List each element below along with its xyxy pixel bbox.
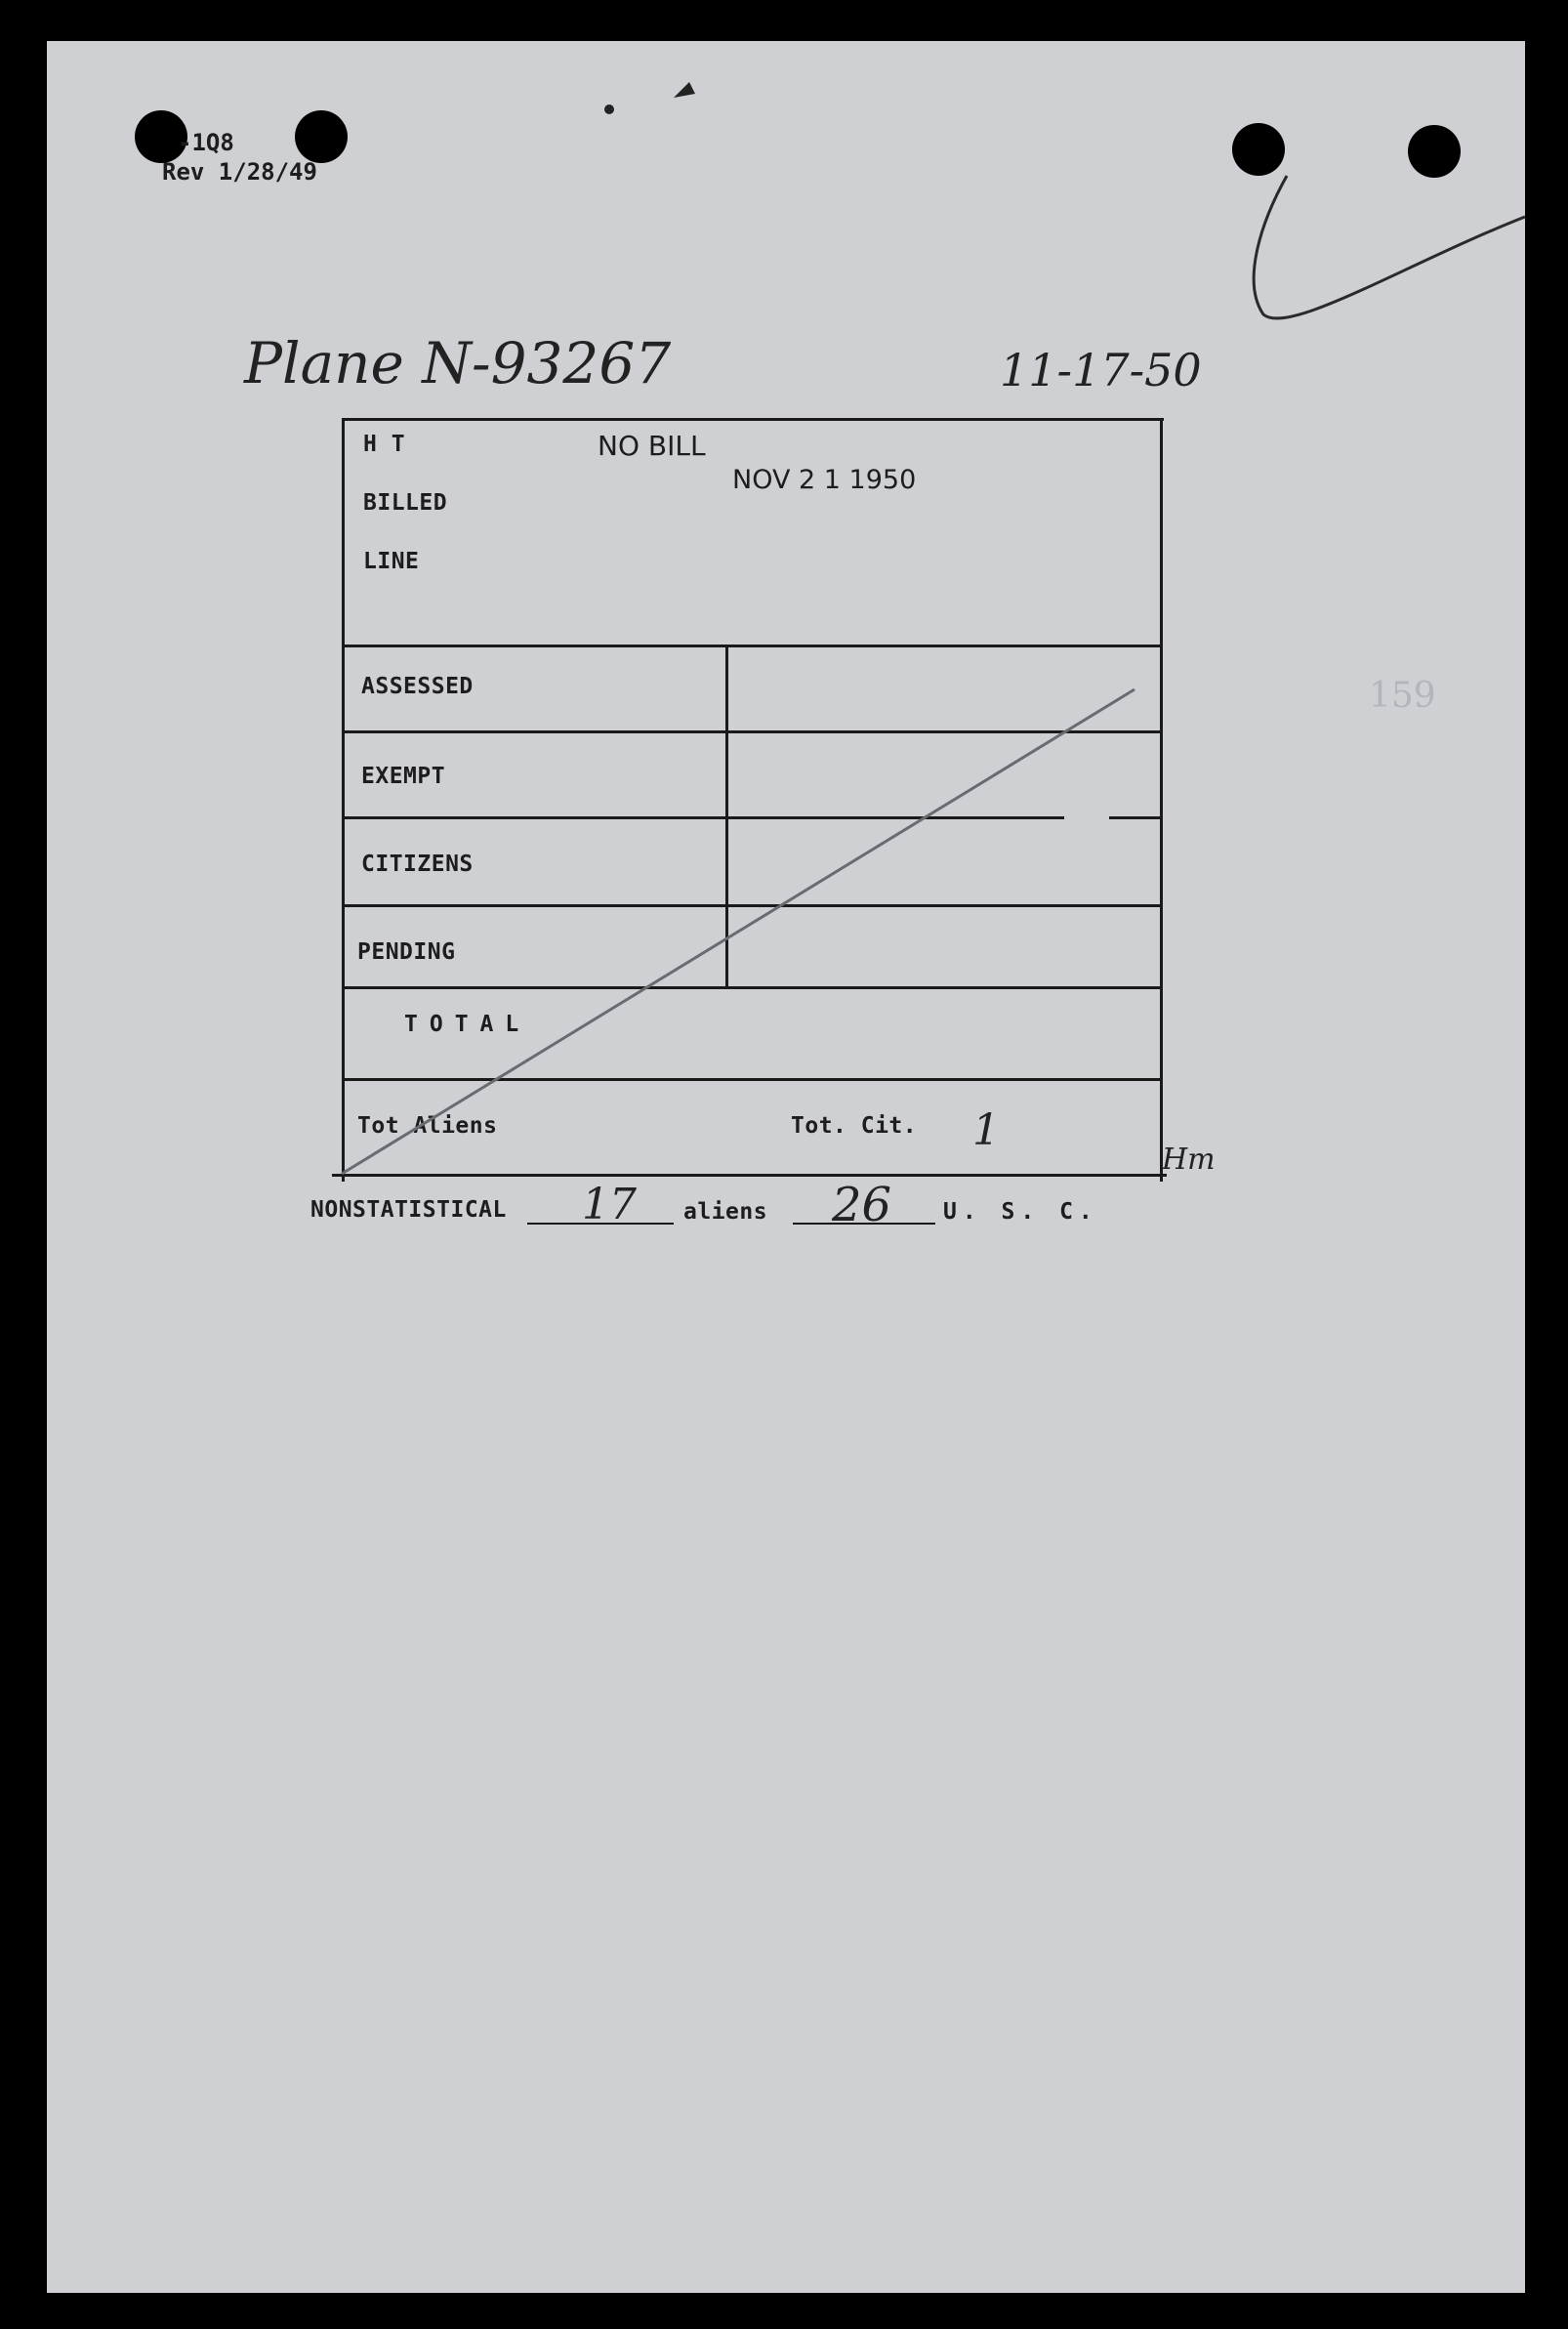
- initials: Hm: [1162, 1143, 1216, 1177]
- label-total: TOTAL: [404, 1012, 531, 1037]
- plane-number: Plane N-93267: [244, 330, 672, 396]
- label-nonstatistical: NONSTATISTICAL: [310, 1197, 507, 1223]
- form-code: -1Q8: [178, 129, 234, 156]
- label-pending: PENDING: [357, 939, 456, 965]
- label-assessed: ASSESSED: [361, 674, 474, 699]
- tot-cit-value: 1: [972, 1105, 1000, 1155]
- label-citizens: CITIZENS: [361, 852, 474, 877]
- form-revision: Rev 1/28/49: [162, 158, 317, 186]
- usc-count: 26: [832, 1178, 892, 1232]
- date-stamp: NOV 2 1 1950: [732, 465, 917, 495]
- aliens-count: 17: [582, 1180, 637, 1229]
- no-bill-stamp: NO BILL: [598, 430, 706, 462]
- page-number: 159: [1369, 676, 1436, 716]
- label-aliens: aliens: [683, 1199, 768, 1225]
- label-tot-aliens: Tot Aliens: [357, 1113, 498, 1139]
- label-billed: BILLED: [363, 490, 448, 516]
- label-ht: H T: [363, 432, 406, 457]
- label-tot-cit: Tot. Cit.: [791, 1113, 918, 1139]
- handwritten-date: 11-17-50: [1000, 344, 1202, 396]
- label-line: LINE: [363, 549, 420, 574]
- label-exempt: EXEMPT: [361, 764, 446, 789]
- label-usc: U. S. C.: [943, 1199, 1098, 1225]
